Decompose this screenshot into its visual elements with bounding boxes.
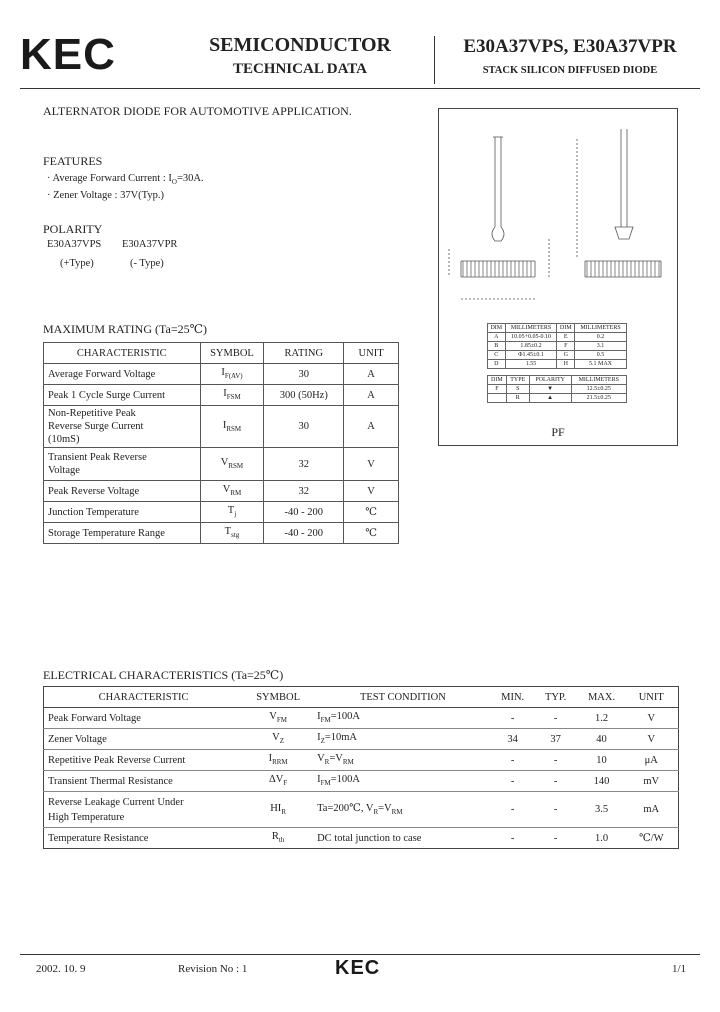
col-header: UNIT: [625, 687, 679, 708]
electrical-heading: ELECTRICAL CHARACTERISTICS (Ta=25℃): [43, 668, 284, 682]
package-label: PF: [551, 425, 565, 439]
min-value: -: [493, 750, 533, 771]
type-row: F S ▼ 12.5±0.25: [488, 385, 627, 394]
part-description: STACK SILICON DIFFUSED DIODE: [482, 65, 658, 76]
dim-row: B 1.85±0.2 F 3.1: [488, 342, 627, 351]
unit-value: ℃/W: [625, 828, 679, 849]
polarity-type: E30A37VPS: [47, 239, 102, 250]
electrical-row: [44, 708, 679, 729]
type-header: POLARITY: [529, 376, 571, 385]
typ-value: -: [533, 708, 579, 729]
col-header: MIN.: [493, 687, 533, 708]
electrical-characteristic: Repetitive Peak Reverse Current: [44, 750, 244, 771]
electrical-row: [44, 771, 679, 792]
electrical-characteristic: Peak Forward Voltage: [44, 708, 244, 729]
package-outline-svg: [439, 109, 677, 319]
electrical-characteristic: Transient Thermal Resistance: [44, 771, 244, 792]
footer-revision: Revision No : 1: [178, 963, 248, 975]
electrical-symbol: $R_{th}$: [243, 828, 313, 849]
test-condition: DC total junction to case: [313, 828, 493, 849]
col-header: SYMBOL: [243, 687, 313, 708]
unit-value: V: [625, 708, 679, 729]
rating-value: -40 - 200: [264, 523, 344, 544]
rating-symbol: $I_{F(AV)}$: [200, 364, 264, 385]
unit-value: mV: [625, 771, 679, 792]
dim-row: D 1.55 H 5.1 MAX: [488, 360, 627, 369]
col-header: CHARACTERISTIC: [44, 343, 201, 364]
max-value: 1.2: [579, 708, 625, 729]
rating-value: 30: [264, 406, 344, 448]
dim-header: MILLIMETERS: [505, 324, 557, 333]
electrical-characteristic: Zener Voltage: [44, 729, 244, 750]
typ-value: -: [533, 792, 579, 828]
rating-characteristic: Transient Peak Reverse Voltage: [44, 448, 201, 481]
col-header: TEST CONDITION: [313, 687, 493, 708]
rating-symbol: $I_{RSM}$: [200, 406, 264, 448]
rating-unit: ℃: [344, 502, 399, 523]
rating-characteristic: Peak Reverse Voltage: [44, 481, 201, 502]
typ-value: -: [533, 771, 579, 792]
electrical-characteristic: Temperature Resistance: [44, 828, 244, 849]
col-header: UNIT: [344, 343, 399, 364]
kec-logo: KEC: [20, 30, 116, 79]
dim-row: A 10.05+0.05-0.10 E 0.2: [488, 333, 627, 342]
max-value: 1.0: [579, 828, 625, 849]
col-header: CHARACTERISTIC: [44, 687, 244, 708]
dimension-table: [487, 323, 627, 369]
type-table: [487, 375, 627, 403]
col-header: TYP.: [533, 687, 579, 708]
min-value: -: [493, 771, 533, 792]
rating-row: [44, 481, 399, 502]
feature-item: · Zener Voltage : 37V(Typ.): [47, 190, 164, 201]
typ-value: -: [533, 828, 579, 849]
footer-date: 2002. 10. 9: [36, 963, 86, 975]
electrical-symbol: $V_Z$: [243, 729, 313, 750]
type-row: R ▲ 21.5±0.25: [488, 394, 627, 403]
max-value: 3.5: [579, 792, 625, 828]
rating-value: 300 (50Hz): [264, 385, 344, 406]
type-header: DIM: [488, 376, 507, 385]
dim-header: DIM: [488, 324, 506, 333]
rating-symbol: $V_{RSM}$: [200, 448, 264, 481]
header-title: SEMICONDUCTOR: [209, 34, 391, 56]
electrical-row: [44, 828, 679, 849]
dim-header: MILLIMETERS: [575, 324, 627, 333]
features-heading: FEATURES: [43, 154, 103, 168]
polarity-type: E30A37VPR: [122, 239, 178, 250]
col-header: SYMBOL: [200, 343, 264, 364]
rating-unit: V: [344, 481, 399, 502]
electrical-characteristic: Reverse Leakage Current Under High Temperature: [44, 792, 244, 828]
header-rule: [20, 88, 700, 89]
rating-value: 32: [264, 481, 344, 502]
rating-symbol: $V_{RM}$: [200, 481, 264, 502]
min-value: -: [493, 828, 533, 849]
test-condition: $V_R=V_{RM}$: [313, 750, 493, 771]
rating-row: [44, 448, 399, 481]
rating-characteristic: Junction Temperature: [44, 502, 201, 523]
rating-value: 32: [264, 448, 344, 481]
col-header: MAX.: [579, 687, 625, 708]
polarity-sign: (- Type): [130, 258, 164, 269]
feature-item: · Average Forward Current : $I_O=30A$.: [47, 173, 204, 187]
rating-characteristic: Non-Repetitive Peak Reverse Surge Current (10mS): [44, 406, 201, 448]
max-value: 140: [579, 771, 625, 792]
typ-value: 37: [533, 729, 579, 750]
electrical-symbol: $\Delta V_F$: [243, 771, 313, 792]
rating-characteristic: Average Forward Voltage: [44, 364, 201, 385]
unit-value: V: [625, 729, 679, 750]
unit-value: mA: [625, 792, 679, 828]
rating-value: 30: [264, 364, 344, 385]
rating-characteristic: Storage Temperature Range: [44, 523, 201, 544]
rating-row: [44, 364, 399, 385]
type-header: TYPE: [506, 376, 529, 385]
rating-unit: ℃: [344, 523, 399, 544]
footer-rule: [20, 954, 700, 955]
test-condition: Ta=200℃, $V_R=V_{RM}$: [313, 792, 493, 828]
rating-symbol: $T_{stg}$: [200, 523, 264, 544]
package-drawing: [438, 108, 678, 446]
min-value: 34: [493, 729, 533, 750]
footer-page: 1/1: [672, 963, 687, 975]
header-divider: [434, 36, 435, 84]
test-condition: $I_{FM}=100A$: [313, 771, 493, 792]
rating-value: -40 - 200: [264, 502, 344, 523]
min-value: -: [493, 792, 533, 828]
unit-value: μA: [625, 750, 679, 771]
rating-symbol: $I_{FSM}$: [200, 385, 264, 406]
rating-unit: A: [344, 364, 399, 385]
polarity-sign: (+Type): [60, 258, 94, 269]
max-value: 10: [579, 750, 625, 771]
min-value: -: [493, 708, 533, 729]
rating-row: [44, 523, 399, 544]
rating-symbol: $T_j$: [200, 502, 264, 523]
polarity-heading: POLARITY: [43, 222, 103, 236]
rating-unit: A: [344, 385, 399, 406]
rating-row: [44, 502, 399, 523]
max-rating-table: [43, 342, 399, 544]
rating-characteristic: Peak 1 Cycle Surge Current: [44, 385, 201, 406]
test-condition: $I_Z=10mA$: [313, 729, 493, 750]
rating-row: [44, 385, 399, 406]
header-subtitle: TECHNICAL DATA: [232, 61, 368, 77]
electrical-symbol: $HI_R$: [243, 792, 313, 828]
electrical-row: [44, 750, 679, 771]
rating-unit: V: [344, 448, 399, 481]
test-condition: $I_{FM}=100A$: [313, 708, 493, 729]
type-header: MILLIMETERS: [571, 376, 626, 385]
part-numbers: E30A37VPS, E30A37VPR: [463, 36, 677, 57]
dim-header: DIM: [557, 324, 575, 333]
rating-row: [44, 406, 399, 448]
electrical-row: [44, 729, 679, 750]
electrical-symbol: $I_{RRM}$: [243, 750, 313, 771]
application-text: ALTERNATOR DIODE FOR AUTOMOTIVE APPLICATION.: [43, 104, 352, 118]
rating-unit: A: [344, 406, 399, 448]
col-header: RATING: [264, 343, 344, 364]
typ-value: -: [533, 750, 579, 771]
max-value: 40: [579, 729, 625, 750]
dim-row: C Φ1.45±0.1 G 0.5: [488, 351, 627, 360]
electrical-symbol: $V_{FM}$: [243, 708, 313, 729]
max-rating-heading: MAXIMUM RATING (Ta=25℃): [43, 322, 208, 336]
electrical-row: [44, 792, 679, 828]
electrical-table: [43, 686, 679, 849]
footer-kec-logo: KEC: [335, 957, 381, 979]
